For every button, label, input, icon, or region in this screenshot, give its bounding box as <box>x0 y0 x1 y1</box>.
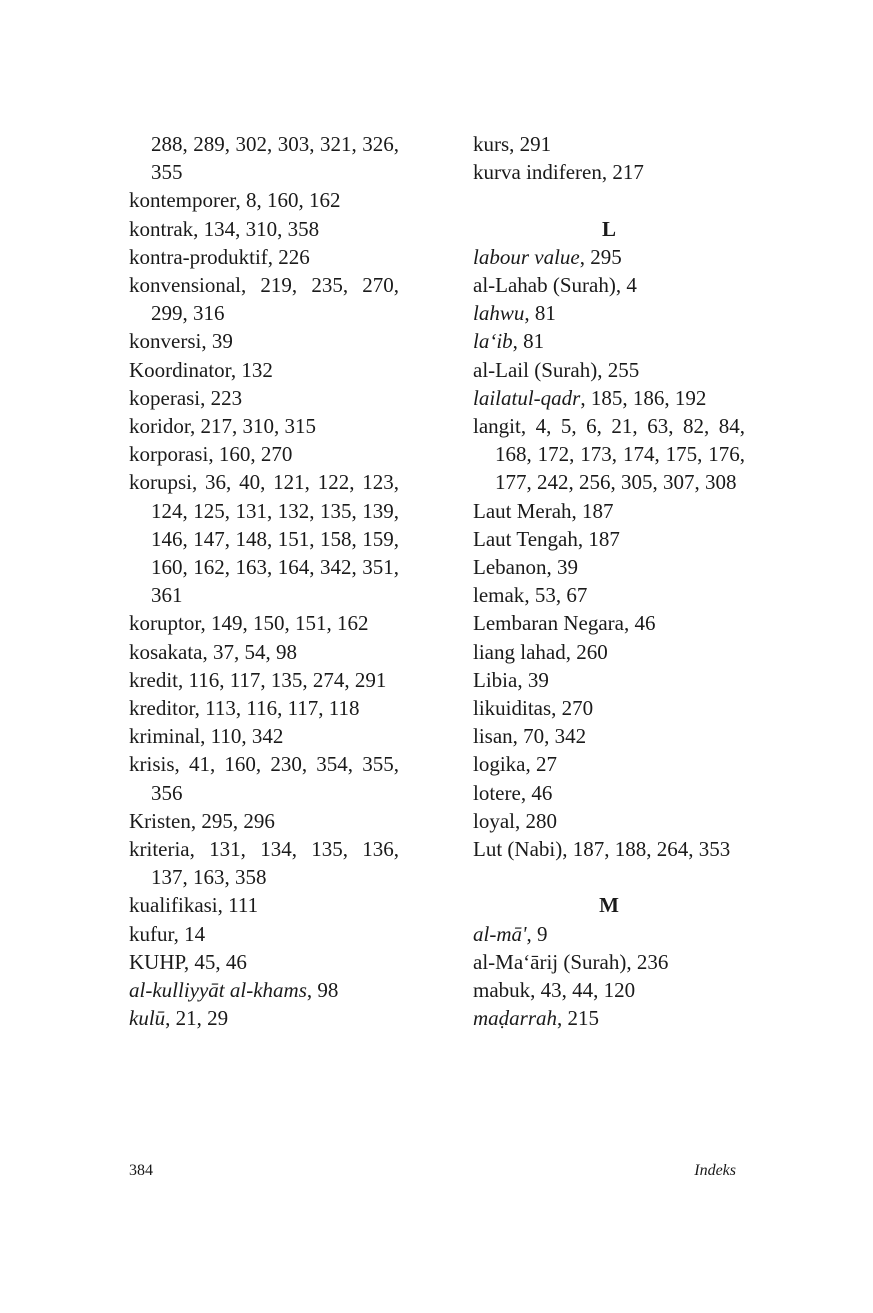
index-term: al-mā' <box>473 921 527 946</box>
index-term: Lembaran Negara <box>473 611 624 636</box>
index-page-refs: , 260 <box>565 639 608 664</box>
index-page-refs: , 134, 310, 358 <box>193 216 320 241</box>
index-entry <box>473 779 745 807</box>
index-page-refs: , 187, 188, 264, 353 <box>562 837 731 862</box>
index-entry <box>473 948 745 976</box>
index-term: kufur <box>129 921 174 946</box>
index-column-left <box>129 130 399 1033</box>
index-page-refs: , 4, 5, 6, 21, 63, 82, 84, 168, 172, 173, 174, 175, 176, 177, 242, 256, 305, 307, 308 <box>495 414 745 495</box>
index-page-refs: , 295, 296 <box>190 808 275 833</box>
index-page-refs: , 81 <box>512 329 545 354</box>
index-entry <box>473 722 745 750</box>
index-term: kurs <box>473 132 510 156</box>
index-term: KUHP <box>129 949 184 974</box>
index-entry <box>473 299 745 327</box>
index-term: kriminal <box>129 724 201 749</box>
index-page-refs: , 53, 67 <box>524 583 588 608</box>
index-term: krisis <box>129 752 175 777</box>
index-term: konversi <box>129 329 202 354</box>
index-term: labour value <box>473 244 580 269</box>
index-term: korupsi <box>129 470 192 495</box>
index-page-refs: , 215 <box>557 1006 600 1031</box>
index-term: lotere <box>473 780 521 805</box>
index-page-refs: , 43, 44, 120 <box>530 978 636 1003</box>
index-page-refs: , 27 <box>525 752 557 777</box>
index-entry <box>129 750 399 806</box>
index-term: kurva indiferen <box>473 160 602 185</box>
index-page-refs: , 270 <box>551 696 594 721</box>
index-page-refs: , 217 <box>601 160 644 185</box>
index-term: Koordinator <box>129 357 231 382</box>
index-entry <box>129 807 399 835</box>
index-page-refs: , 219, 235, 270, 299, 316 <box>151 273 399 326</box>
index-entry <box>129 384 399 412</box>
index-page-refs: , 236 <box>626 949 669 974</box>
index-entry <box>473 807 745 835</box>
index-column-right <box>473 130 745 1032</box>
index-page-refs: , 185, 186, 192 <box>580 385 707 410</box>
index-entry <box>129 1004 399 1032</box>
index-term: liang lahad <box>473 639 566 664</box>
index-page-refs: , 36, 40, 121, 122, 123, 124, 125, 131, 132, 135, 139, 146, 147, 148, 151, 158, 159, 160, 162, 163, 164, 342, 351, 361 <box>151 470 399 608</box>
index-term: kreditor <box>129 696 195 721</box>
index-page-refs: , 37, 54, 98 <box>202 639 297 664</box>
index-entry <box>129 948 399 976</box>
index-term: koridor <box>129 414 190 439</box>
index-term: lailatul-qadr <box>473 385 581 410</box>
index-letter-heading: M <box>599 893 619 918</box>
index-entry <box>473 920 745 948</box>
index-page-refs: , 14 <box>173 921 206 946</box>
index-page-refs: , 98 <box>306 978 339 1003</box>
index-entry <box>473 835 745 863</box>
index-term: konvensional <box>129 273 241 298</box>
index-term: langit <box>473 414 521 438</box>
index-term: likuiditas <box>473 696 552 721</box>
index-entry <box>473 525 745 553</box>
index-page-refs: , 255 <box>597 357 640 382</box>
index-entry <box>129 243 399 271</box>
index-page-refs: , 39 <box>201 329 233 354</box>
index-term: Libia <box>473 667 518 692</box>
index-entry <box>129 356 399 384</box>
index-term: koperasi <box>129 385 201 410</box>
index-entry <box>129 215 399 243</box>
index-term: kulū <box>129 1006 166 1031</box>
index-page-refs: , 226 <box>267 244 310 269</box>
index-page-refs: , 46 <box>624 611 656 636</box>
index-page-refs: , 187 <box>577 526 620 551</box>
index-entry <box>129 327 399 355</box>
index-entry <box>129 440 399 468</box>
page-number: 384 <box>129 1162 153 1179</box>
index-entry <box>129 638 399 666</box>
index-term: lisan <box>473 724 513 749</box>
index-term: korporasi <box>129 442 209 467</box>
index-page-refs: , 116, 117, 135, 274, 291 <box>177 667 387 692</box>
index-page-refs: 288, 289, 302, 303, 321, 326, 355 <box>151 132 399 185</box>
index-page-refs: , 46 <box>520 780 553 805</box>
index-page-refs: , 110, 342 <box>200 724 284 749</box>
index-entry <box>129 271 399 327</box>
index-page-refs: , 39 <box>517 667 549 692</box>
index-page-refs: , 8, 160, 162 <box>235 188 341 213</box>
index-term: kosakata <box>129 639 203 664</box>
index-page-refs: , 217, 310, 315 <box>189 414 316 439</box>
index-page-refs: , 223 <box>200 385 243 410</box>
index-entry <box>129 722 399 750</box>
index-page-refs: , 113, 116, 117, 118 <box>194 696 360 721</box>
index-page-refs: , 41, 160, 230, 354, 355, 356 <box>151 752 399 805</box>
index-term: logika <box>473 752 526 777</box>
index-term: loyal <box>473 808 515 833</box>
index-page-refs: , 131, 134, 135, 136, 137, 163, 358 <box>151 837 399 890</box>
index-entry <box>129 920 399 948</box>
index-page-refs: , 4 <box>615 272 637 297</box>
index-entry <box>473 666 745 694</box>
index-term: Lut (Nabi) <box>473 837 563 862</box>
index-letter-heading: L <box>601 216 616 241</box>
index-page-refs: , 45, 46 <box>183 949 247 974</box>
index-entry <box>473 553 745 581</box>
index-term: la‘ib <box>473 329 513 354</box>
index-entry <box>129 468 399 609</box>
index-entry <box>129 412 399 440</box>
index-entry <box>473 356 745 384</box>
index-term: Laut Tengah <box>473 526 578 551</box>
index-entry <box>473 327 745 355</box>
index-entry <box>473 581 745 609</box>
index-entry <box>129 609 399 637</box>
index-term: lemak <box>473 583 525 608</box>
index-entry <box>473 497 745 525</box>
index-page-refs: , 160, 270 <box>208 442 293 467</box>
index-term: maḍarrah <box>473 1006 558 1031</box>
index-page-refs: , 187 <box>571 498 614 523</box>
index-term: Lebanon <box>473 555 547 580</box>
index-page-refs: , 295 <box>579 244 622 269</box>
index-entry <box>473 609 745 637</box>
index-page-refs: , 291 <box>509 132 552 156</box>
index-entry <box>473 243 745 271</box>
index-entry <box>129 976 399 1004</box>
index-entry <box>473 694 745 722</box>
index-term: al-kulliyyāt al-khams <box>129 978 307 1003</box>
index-term: koruptor <box>129 611 201 636</box>
index-page-refs: , 39 <box>546 555 578 580</box>
index-entry <box>129 666 399 694</box>
index-term: kontemporer <box>129 188 236 213</box>
index-page-refs: , 111 <box>217 893 259 918</box>
index-entry <box>473 412 745 497</box>
index-entry <box>129 130 399 186</box>
index-entry <box>129 694 399 722</box>
index-term: kualifikasi <box>129 893 218 918</box>
index-term: al-Ma‘ārij (Surah) <box>473 949 627 974</box>
index-entry <box>129 186 399 214</box>
index-term: kriteria <box>129 837 190 862</box>
index-entry <box>473 750 745 778</box>
index-term: lahwu <box>473 301 525 326</box>
index-term: kontra-produktif <box>129 244 268 269</box>
index-entry <box>473 384 745 412</box>
index-entry <box>129 835 399 891</box>
index-entry <box>473 271 745 299</box>
index-entry <box>129 891 399 919</box>
index-term: al-Lahab (Surah) <box>473 272 616 297</box>
index-page-refs: , 70, 342 <box>512 724 587 749</box>
index-term: kontrak <box>129 216 194 241</box>
index-page-refs: , 280 <box>515 808 557 833</box>
running-footer-section: Indeks <box>694 1162 736 1179</box>
index-entry <box>473 130 745 158</box>
index-term: kredit <box>129 667 178 692</box>
index-page-refs: , 9 <box>526 921 548 946</box>
index-term: al-Lail (Surah) <box>473 357 598 382</box>
index-page-refs: , 149, 150, 151, 162 <box>200 611 369 636</box>
index-page-refs: , 21, 29 <box>165 1006 229 1031</box>
index-entry <box>473 638 745 666</box>
index-page-refs: , 132 <box>230 357 273 382</box>
index-entry <box>473 976 745 1004</box>
index-page-refs: , 81 <box>524 301 556 326</box>
index-term: Kristen <box>129 808 191 833</box>
index-entry <box>473 158 745 186</box>
index-entry <box>473 1004 745 1032</box>
index-term: Laut Merah <box>473 498 572 523</box>
index-term: mabuk <box>473 978 531 1003</box>
